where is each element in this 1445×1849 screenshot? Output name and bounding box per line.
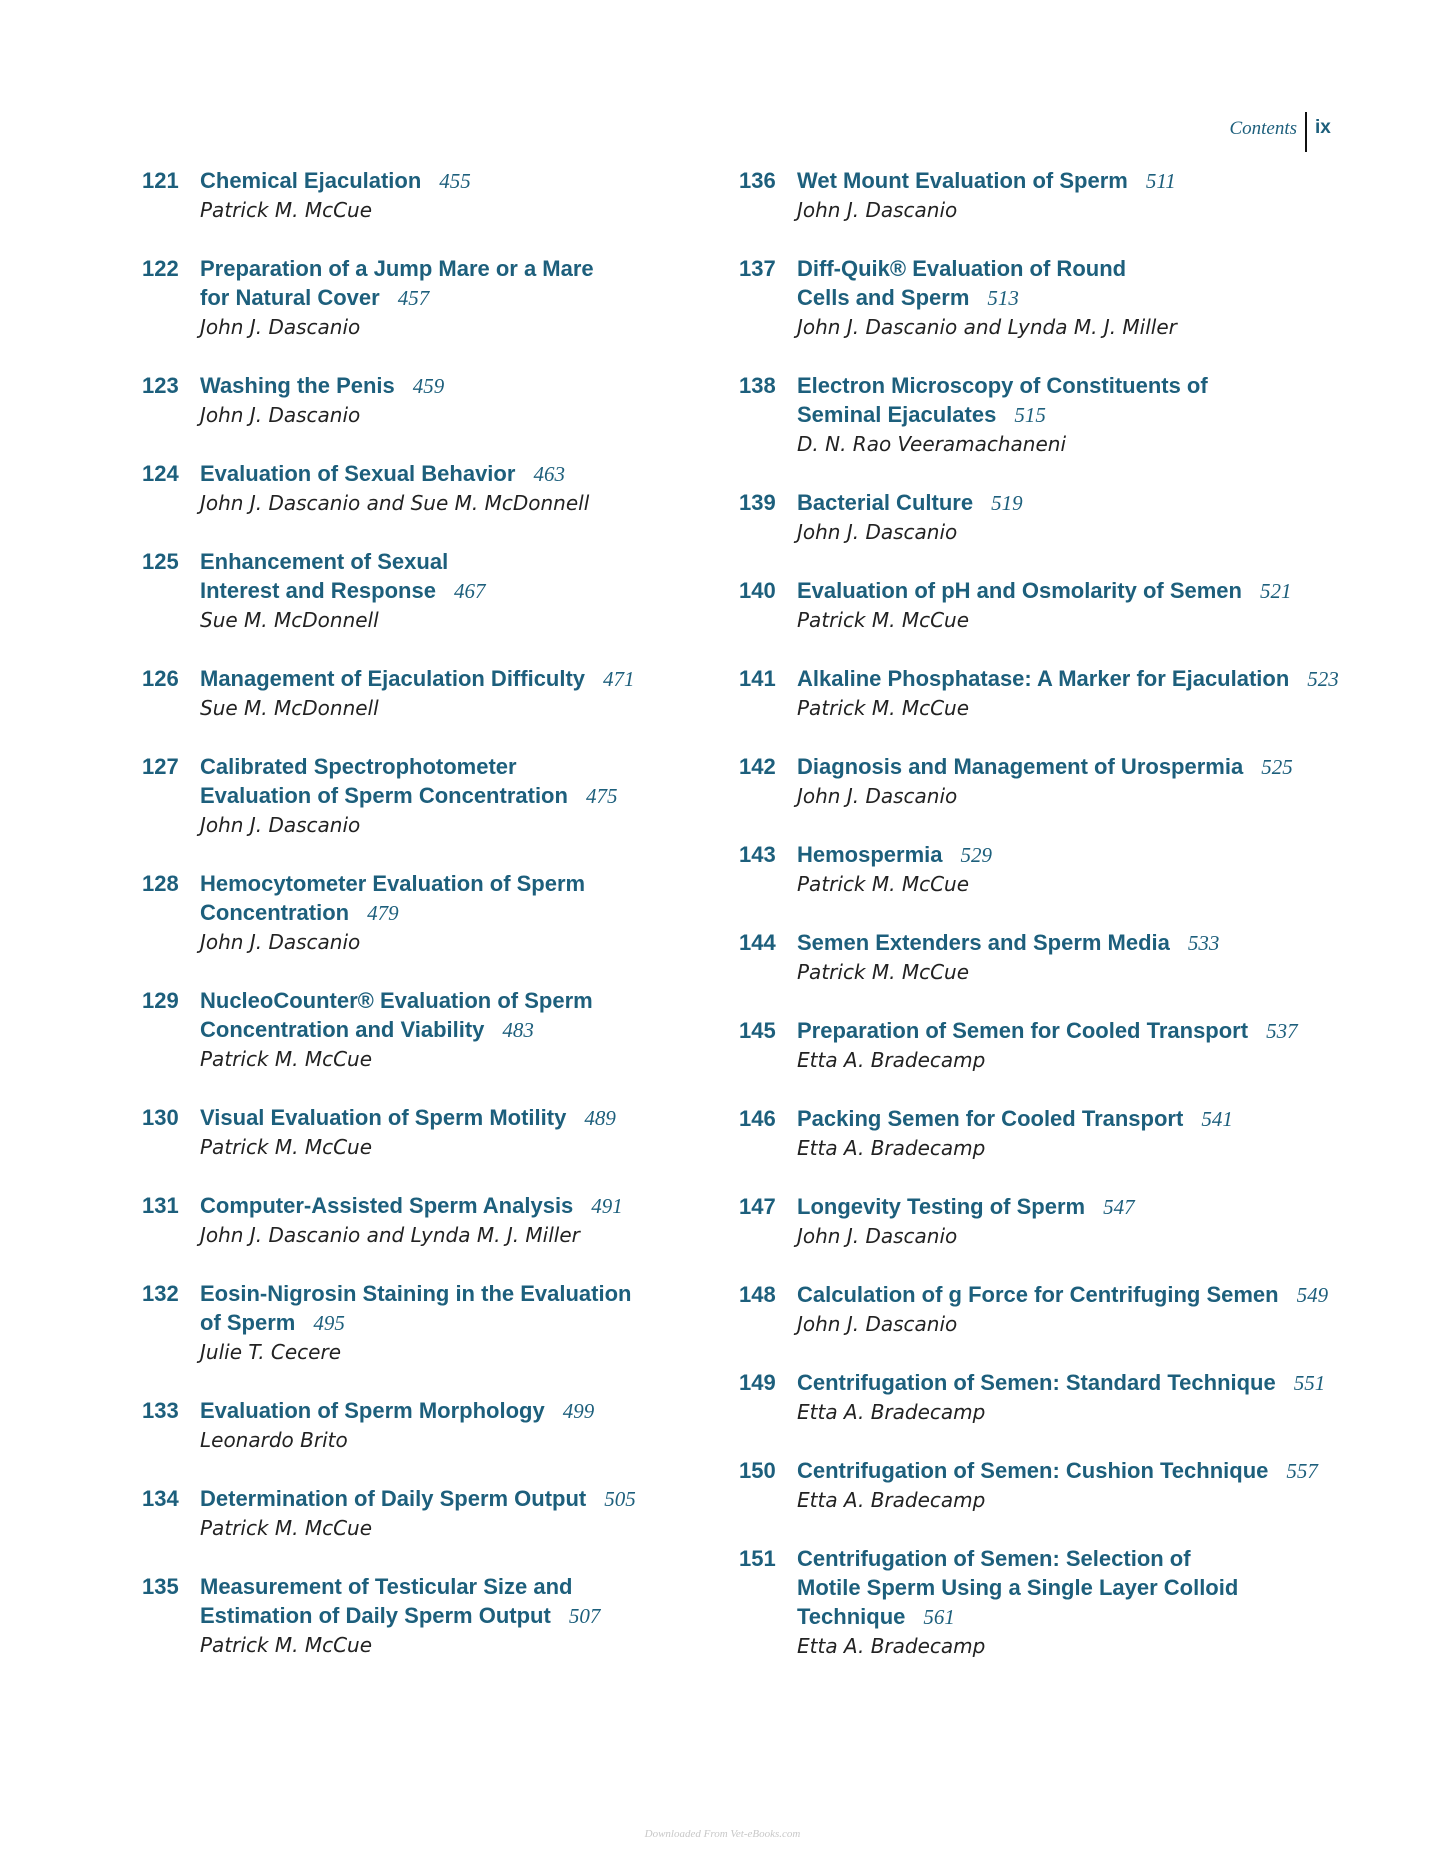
toc-entry[interactable]	[142, 1484, 702, 1543]
chapter-author: Etta A. Bradecamp	[797, 1634, 986, 1658]
toc-entry[interactable]	[739, 752, 1359, 811]
chapter-author: John J. Dascanio	[200, 930, 361, 954]
toc-entry[interactable]	[142, 664, 702, 723]
chapter-author: John J. Dascanio and Lynda M. J. Miller	[797, 315, 1177, 339]
chapter-title[interactable]: Semen Extenders and Sperm Media	[797, 930, 1170, 955]
chapter-title[interactable]: Visual Evaluation of Sperm Motility	[200, 1105, 567, 1130]
toc-entry[interactable]	[142, 254, 702, 342]
toc-entry[interactable]	[142, 459, 702, 518]
chapter-author: Etta A. Bradecamp	[797, 1400, 986, 1424]
chapter-author: John J. Dascanio	[797, 1224, 958, 1248]
chapter-author: John J. Dascanio and Lynda M. J. Miller	[200, 1223, 580, 1247]
chapter-number: 140	[739, 578, 776, 603]
chapter-author: John J. Dascanio	[200, 813, 361, 837]
chapter-number: 145	[739, 1018, 776, 1043]
page-reference: 515	[1014, 403, 1046, 427]
page-reference: 529	[960, 843, 993, 867]
chapter-number: 147	[739, 1194, 776, 1219]
chapter-number: 121	[142, 168, 179, 193]
chapter-number: 144	[739, 930, 776, 955]
page-reference: 519	[991, 491, 1023, 515]
chapter-title[interactable]: Diff-Quik® Evaluation of Round Cells and Sperm	[797, 256, 1127, 310]
chapter-title[interactable]: Calculation of g Force for Centrifuging Semen	[797, 1282, 1279, 1307]
toc-entry[interactable]	[739, 1544, 1359, 1661]
page-reference: 455	[439, 169, 471, 193]
page-reference: 463	[533, 462, 565, 486]
chapter-number: 137	[739, 256, 776, 281]
toc-entry[interactable]	[142, 1191, 702, 1250]
chapter-number: 139	[739, 490, 776, 515]
page-reference: 561	[923, 1605, 955, 1629]
chapter-author: John J. Dascanio	[200, 315, 361, 339]
page-reference: 495	[313, 1311, 345, 1335]
header-divider	[1305, 112, 1307, 152]
chapter-title[interactable]: Enhancement of Sexual Interest and Response	[200, 549, 449, 603]
chapter-title[interactable]: Bacterial Culture	[797, 490, 974, 515]
chapter-title[interactable]: Measurement of Testicular Size and Estimation of Daily Sperm Output	[200, 1574, 573, 1628]
page-reference: 475	[585, 784, 618, 808]
chapter-number: 123	[142, 373, 179, 398]
chapter-author: Patrick M. McCue	[797, 608, 970, 632]
chapter-author: Julie T. Cecere	[200, 1340, 342, 1364]
chapter-title[interactable]: Computer-Assisted Sperm Analysis	[200, 1193, 574, 1218]
chapter-number: 126	[142, 666, 179, 691]
chapter-title[interactable]: Wet Mount Evaluation of Sperm	[797, 168, 1128, 193]
toc-entry[interactable]	[739, 928, 1359, 987]
chapter-author: Etta A. Bradecamp	[797, 1048, 986, 1072]
chapter-author: John J. Dascanio	[797, 784, 958, 808]
chapter-title[interactable]: Determination of Daily Sperm Output	[200, 1486, 587, 1511]
chapter-author: Patrick M. McCue	[797, 960, 970, 984]
section-label: Contents	[1229, 118, 1297, 139]
download-watermark: Downloaded From Vet-eBooks.com	[644, 1828, 801, 1840]
toc-entry[interactable]	[142, 869, 702, 957]
chapter-author: Sue M. McDonnell	[200, 696, 379, 720]
page-reference: 507	[568, 1604, 601, 1628]
page-reference: 525	[1261, 755, 1293, 779]
chapter-title[interactable]: Eosin-Nigrosin Staining in the Evaluation of Sperm	[200, 1281, 632, 1335]
chapter-title[interactable]: Evaluation of Sperm Morphology	[200, 1398, 545, 1423]
toc-entry[interactable]	[739, 254, 1359, 342]
running-head	[1150, 112, 1350, 152]
chapter-title[interactable]: Electron Microscopy of Constituents of Seminal Ejaculates	[797, 373, 1208, 427]
page-reference: 537	[1266, 1019, 1298, 1043]
chapter-author: John J. Dascanio	[797, 1312, 958, 1336]
page-reference: 541	[1201, 1107, 1233, 1131]
chapter-number: 142	[739, 754, 776, 779]
toc-entry[interactable]	[142, 1396, 702, 1455]
chapter-author: Leonardo Brito	[200, 1428, 348, 1452]
toc-entry[interactable]	[739, 488, 1359, 547]
chapter-number: 131	[142, 1193, 179, 1218]
page-number: ix	[1315, 117, 1331, 138]
chapter-author: John J. Dascanio	[797, 520, 958, 544]
chapter-author: Patrick M. McCue	[200, 1516, 373, 1540]
chapter-number: 130	[142, 1105, 179, 1130]
chapter-title[interactable]: Diagnosis and Management of Urospermia	[797, 754, 1244, 779]
chapter-title[interactable]: Centrifugation of Semen: Standard Technique	[797, 1370, 1276, 1395]
chapter-title[interactable]: Centrifugation of Semen: Selection of Motile Sperm Using a Single Layer Colloid Technique	[797, 1546, 1239, 1629]
chapter-number: 148	[739, 1282, 776, 1307]
chapter-author: Patrick M. McCue	[200, 1633, 373, 1657]
page-reference: 459	[412, 374, 445, 398]
chapter-title[interactable]: Management of Ejaculation Difficulty	[200, 666, 586, 691]
chapter-number: 143	[739, 842, 776, 867]
page-reference: 489	[584, 1106, 616, 1130]
chapter-title[interactable]: Longevity Testing of Sperm	[797, 1194, 1086, 1219]
page-reference: 557	[1286, 1459, 1318, 1483]
chapter-author: John J. Dascanio	[797, 198, 958, 222]
chapter-title[interactable]: Preparation of Semen for Cooled Transport	[797, 1018, 1249, 1043]
page-reference: 547	[1103, 1195, 1135, 1219]
toc-entry[interactable]	[142, 547, 702, 635]
chapter-number: 149	[739, 1370, 776, 1395]
chapter-author: Patrick M. McCue	[200, 198, 373, 222]
page-reference: 499	[562, 1399, 595, 1423]
toc-entry[interactable]	[739, 840, 1359, 899]
toc-entry[interactable]	[739, 1192, 1359, 1251]
chapter-number: 136	[739, 168, 776, 193]
toc-entry[interactable]	[739, 1280, 1359, 1339]
chapter-title[interactable]: Chemical Ejaculation	[200, 168, 422, 193]
toc-entry[interactable]	[142, 166, 702, 225]
toc-entry[interactable]	[739, 576, 1359, 635]
chapter-author: John J. Dascanio	[200, 403, 361, 427]
page-reference: 471	[603, 667, 635, 691]
page-reference: 457	[397, 286, 430, 310]
chapter-author: Patrick M. McCue	[200, 1047, 373, 1071]
toc-entry[interactable]	[739, 371, 1359, 459]
page-reference: 491	[591, 1194, 623, 1218]
toc-entry[interactable]	[142, 986, 702, 1074]
page-reference: 551	[1293, 1371, 1326, 1395]
chapter-author: D. N. Rao Veeramachaneni	[797, 432, 1067, 456]
chapter-title[interactable]: NucleoCounter® Evaluation of Sperm Concentration and Viability	[200, 988, 593, 1042]
page-reference: 549	[1296, 1283, 1329, 1307]
chapter-number: 138	[739, 373, 776, 398]
chapter-number: 146	[739, 1106, 776, 1131]
chapter-number: 134	[142, 1486, 179, 1511]
chapter-number: 127	[142, 754, 179, 779]
chapter-title[interactable]: Calibrated Spectrophotometer Evaluation of Sperm Concentration	[200, 754, 568, 808]
toc-entry[interactable]	[739, 1368, 1359, 1427]
chapter-author: Etta A. Bradecamp	[797, 1136, 986, 1160]
chapter-number: 122	[142, 256, 179, 281]
toc-right-column	[739, 166, 1359, 1690]
chapter-title[interactable]: Evaluation of pH and Osmolarity of Semen	[797, 578, 1242, 603]
chapter-number: 150	[739, 1458, 776, 1483]
chapter-number: 129	[142, 988, 179, 1013]
page-reference: 479	[367, 901, 399, 925]
toc-left-column	[142, 166, 702, 1689]
chapter-number: 151	[739, 1546, 776, 1571]
toc-entry[interactable]	[142, 1103, 702, 1162]
chapter-number: 132	[142, 1281, 179, 1306]
chapter-title[interactable]: Hemospermia	[797, 842, 943, 867]
toc-entry[interactable]	[739, 1104, 1359, 1163]
chapter-title[interactable]: Evaluation of Sexual Behavior	[200, 461, 516, 486]
chapter-title[interactable]: Alkaline Phosphatase: A Marker for Ejaculation	[797, 666, 1290, 691]
chapter-author: Patrick M. McCue	[797, 872, 970, 896]
chapter-title[interactable]: Hemocytometer Evaluation of Sperm Concentration	[200, 871, 586, 925]
chapter-author: Patrick M. McCue	[200, 1135, 373, 1159]
chapter-number: 141	[739, 666, 776, 691]
page-reference: 513	[987, 286, 1019, 310]
chapter-number: 125	[142, 549, 179, 574]
page-reference: 533	[1187, 931, 1220, 955]
toc-entry[interactable]	[142, 1572, 702, 1660]
chapter-title[interactable]: Packing Semen for Cooled Transport	[797, 1106, 1184, 1131]
page-reference: 483	[502, 1018, 534, 1042]
chapter-number: 135	[142, 1574, 179, 1599]
chapter-title[interactable]: Preparation of a Jump Mare or a Mare for Natural Cover	[200, 256, 594, 310]
toc-entry[interactable]	[739, 664, 1359, 723]
chapter-author: Patrick M. McCue	[797, 696, 970, 720]
toc-entry[interactable]	[142, 371, 702, 430]
chapter-author: Etta A. Bradecamp	[797, 1488, 986, 1512]
chapter-title[interactable]: Washing the Penis	[200, 373, 395, 398]
page-reference: 521	[1259, 579, 1292, 603]
chapter-number: 128	[142, 871, 179, 896]
toc-entry[interactable]	[739, 1456, 1359, 1515]
toc-entry[interactable]	[739, 1016, 1359, 1075]
toc-entry[interactable]	[142, 752, 702, 840]
page-reference: 523	[1307, 667, 1339, 691]
page-reference: 467	[453, 579, 486, 603]
page-reference: 505	[604, 1487, 636, 1511]
chapter-title[interactable]: Centrifugation of Semen: Cushion Technique	[797, 1458, 1269, 1483]
chapter-number: 124	[142, 461, 179, 486]
chapter-number: 133	[142, 1398, 179, 1423]
page-reference: 511	[1145, 169, 1176, 193]
toc-entry[interactable]	[142, 1279, 702, 1367]
chapter-author: John J. Dascanio and Sue M. McDonnell	[200, 491, 590, 515]
chapter-author: Sue M. McDonnell	[200, 608, 379, 632]
toc-entry[interactable]	[739, 166, 1359, 225]
